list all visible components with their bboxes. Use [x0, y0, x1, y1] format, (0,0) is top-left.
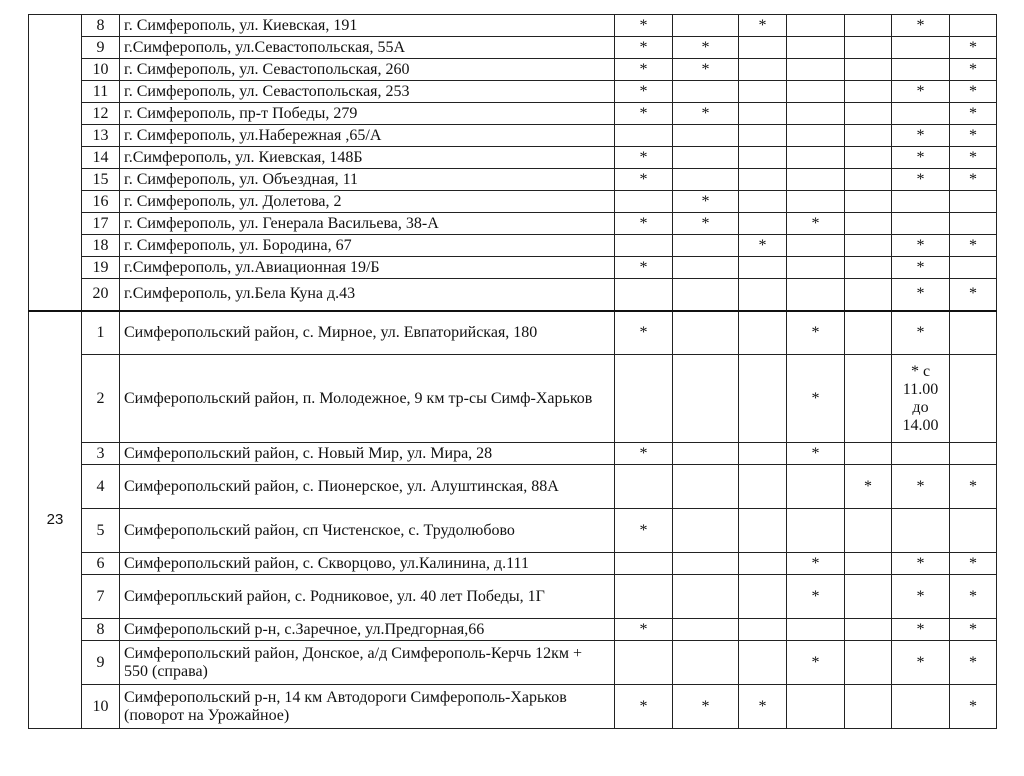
mark-cell: *: [615, 443, 673, 465]
mark-cell: *: [615, 81, 673, 103]
mark-cell: [950, 509, 997, 553]
mark-cell: *: [615, 509, 673, 553]
address-cell: Симферопольский район, с. Пионерское, ул. Алуштинская, 88А: [120, 465, 615, 509]
mark-cell: [673, 279, 739, 311]
mark-cell: *: [673, 685, 739, 729]
row-number-cell: 8: [82, 619, 120, 641]
table-row: [29, 509, 997, 553]
mark-cell: [787, 81, 845, 103]
mark-cell: *: [892, 575, 950, 619]
mark-cell: *: [673, 103, 739, 125]
mark-cell: *: [950, 279, 997, 311]
mark-cell: [950, 15, 997, 37]
mark-cell: *: [615, 257, 673, 279]
mark-cell: *: [950, 235, 997, 257]
table-row: [29, 59, 997, 81]
mark-cell: [673, 311, 739, 355]
mark-cell: [845, 213, 892, 235]
row-number-cell: 18: [82, 235, 120, 257]
mark-cell: [739, 509, 787, 553]
mark-cell: [673, 575, 739, 619]
mark-cell: [739, 37, 787, 59]
locations-table: [28, 14, 997, 729]
address-cell: г. Симферополь, ул. Объездная, 11: [120, 169, 615, 191]
mark-cell: *: [950, 575, 997, 619]
table-row: [29, 279, 997, 311]
row-number-cell: 9: [82, 641, 120, 685]
address-cell: г. Симферополь, ул. Киевская, 191: [120, 15, 615, 37]
address-cell: г.Симферополь, ул. Киевская, 148Б: [120, 147, 615, 169]
mark-cell: [615, 465, 673, 509]
mark-cell: [845, 147, 892, 169]
mark-cell: [892, 59, 950, 81]
mark-cell: [673, 509, 739, 553]
mark-cell: *: [615, 147, 673, 169]
table-row: [29, 103, 997, 125]
mark-cell: [892, 191, 950, 213]
table-row: [29, 191, 997, 213]
table-row: [29, 147, 997, 169]
mark-cell: [892, 509, 950, 553]
mark-cell: *: [950, 619, 997, 641]
table-row: [29, 465, 997, 509]
mark-cell: *: [950, 553, 997, 575]
row-number-cell: 6: [82, 553, 120, 575]
table-row: [29, 311, 997, 355]
mark-cell: [615, 191, 673, 213]
mark-cell: [673, 553, 739, 575]
mark-cell: *: [892, 169, 950, 191]
mark-cell: *: [787, 355, 845, 443]
mark-cell: [739, 279, 787, 311]
table-row: [29, 15, 997, 37]
mark-cell: [892, 213, 950, 235]
table-row: [29, 443, 997, 465]
table-row: [29, 685, 997, 729]
mark-cell: *: [787, 575, 845, 619]
mark-cell: *: [950, 465, 997, 509]
address-cell: г. Симферополь, пр-т Победы, 279: [120, 103, 615, 125]
mark-cell: [787, 465, 845, 509]
mark-cell: *: [950, 81, 997, 103]
row-number-cell: 3: [82, 443, 120, 465]
row-number-cell: 10: [82, 59, 120, 81]
table-row: [29, 257, 997, 279]
mark-cell: [615, 235, 673, 257]
mark-cell: *: [615, 213, 673, 235]
mark-cell: [892, 443, 950, 465]
mark-cell: [845, 641, 892, 685]
mark-cell: *: [787, 641, 845, 685]
mark-cell: [845, 103, 892, 125]
mark-cell: [615, 279, 673, 311]
row-number-cell: 12: [82, 103, 120, 125]
mark-cell: *: [950, 685, 997, 729]
mark-cell: [787, 59, 845, 81]
mark-cell: [673, 257, 739, 279]
mark-cell: [739, 59, 787, 81]
mark-cell: [673, 443, 739, 465]
mark-cell: *: [787, 213, 845, 235]
table-row: [29, 213, 997, 235]
mark-cell: [615, 355, 673, 443]
mark-cell: *: [892, 465, 950, 509]
mark-cell: *: [950, 125, 997, 147]
mark-cell: [950, 191, 997, 213]
mark-cell: *: [950, 37, 997, 59]
mark-cell: [739, 191, 787, 213]
mark-cell: *: [673, 191, 739, 213]
group-number-cell: [29, 15, 82, 311]
row-number-cell: 14: [82, 147, 120, 169]
row-number-cell: 4: [82, 465, 120, 509]
mark-cell: [787, 103, 845, 125]
row-number-cell: 19: [82, 257, 120, 279]
mark-cell: [673, 235, 739, 257]
address-cell: г. Симферополь, ул. Генерала Васильева, 38-А: [120, 213, 615, 235]
mark-cell: *: [950, 147, 997, 169]
address-cell: г. Симферополь, ул. Севастопольская, 260: [120, 59, 615, 81]
mark-cell: [739, 355, 787, 443]
address-cell: Симферопольский район, с. Мирное, ул. Евпаторийская, 180: [120, 311, 615, 355]
mark-cell: [787, 619, 845, 641]
mark-cell: [615, 125, 673, 147]
mark-cell: [845, 257, 892, 279]
mark-cell: *: [615, 311, 673, 355]
address-cell: Симферопольский р-н, 14 км Автодороги Симферополь-Харьков (поворот на Урожайное): [120, 685, 615, 729]
mark-cell: [845, 81, 892, 103]
mark-cell: *: [673, 59, 739, 81]
mark-cell: *: [950, 59, 997, 81]
mark-cell: [845, 509, 892, 553]
mark-cell: [673, 465, 739, 509]
mark-cell: [950, 311, 997, 355]
address-cell: г.Симферополь, ул.Авиационная 19/Б: [120, 257, 615, 279]
mark-cell: [739, 311, 787, 355]
mark-cell: [845, 169, 892, 191]
mark-cell: [739, 641, 787, 685]
mark-cell: [845, 443, 892, 465]
mark-cell: [787, 125, 845, 147]
mark-cell: [673, 125, 739, 147]
mark-cell: *: [892, 235, 950, 257]
mark-cell: *: [892, 641, 950, 685]
table-row: [29, 81, 997, 103]
mark-cell: [892, 685, 950, 729]
mark-cell: *: [892, 257, 950, 279]
mark-cell: *: [787, 443, 845, 465]
mark-cell: [950, 213, 997, 235]
mark-cell: [845, 279, 892, 311]
mark-cell: *: [673, 213, 739, 235]
mark-cell: [845, 311, 892, 355]
mark-cell: *: [739, 15, 787, 37]
mark-cell: *: [615, 37, 673, 59]
row-number-cell: 20: [82, 279, 120, 311]
mark-cell: *: [892, 81, 950, 103]
mark-cell: [787, 235, 845, 257]
mark-cell: [787, 169, 845, 191]
mark-cell: * с 11.00 до 14.00: [892, 355, 950, 443]
address-cell: г. Симферополь, ул.Набережная ,65/А: [120, 125, 615, 147]
mark-cell: [845, 37, 892, 59]
row-number-cell: 9: [82, 37, 120, 59]
mark-cell: *: [615, 169, 673, 191]
table-row: [29, 125, 997, 147]
mark-cell: *: [615, 619, 673, 641]
table-row: [29, 355, 997, 443]
mark-cell: [673, 619, 739, 641]
mark-cell: [615, 553, 673, 575]
mark-cell: *: [892, 619, 950, 641]
table-row: [29, 641, 997, 685]
mark-cell: [673, 641, 739, 685]
mark-cell: [845, 575, 892, 619]
mark-cell: [845, 235, 892, 257]
row-number-cell: 2: [82, 355, 120, 443]
mark-cell: *: [950, 103, 997, 125]
row-number-cell: 10: [82, 685, 120, 729]
row-number-cell: 1: [82, 311, 120, 355]
mark-cell: [845, 191, 892, 213]
mark-cell: [739, 147, 787, 169]
mark-cell: *: [892, 279, 950, 311]
mark-cell: [739, 443, 787, 465]
address-cell: Симферопольский район, сп Чистенское, с. Трудолюбово: [120, 509, 615, 553]
mark-cell: [615, 575, 673, 619]
mark-cell: [739, 81, 787, 103]
address-cell: Симфеpoпльский район, с. Родниковое, ул. 40 лет Победы, 1Г: [120, 575, 615, 619]
mark-cell: [739, 169, 787, 191]
group-number-cell: 23: [29, 311, 82, 729]
table-row: [29, 575, 997, 619]
mark-cell: [739, 465, 787, 509]
mark-cell: [787, 257, 845, 279]
mark-cell: *: [892, 147, 950, 169]
mark-cell: [787, 509, 845, 553]
mark-cell: *: [787, 553, 845, 575]
mark-cell: [739, 553, 787, 575]
mark-cell: [950, 355, 997, 443]
mark-cell: *: [892, 311, 950, 355]
mark-cell: *: [615, 59, 673, 81]
mark-cell: [615, 641, 673, 685]
row-number-cell: 13: [82, 125, 120, 147]
row-number-cell: 16: [82, 191, 120, 213]
row-number-cell: 11: [82, 81, 120, 103]
address-cell: Симферопольский район, п. Молодежное, 9 км тр-сы Симф-Харьков: [120, 355, 615, 443]
address-cell: г.Симферополь, ул.Севастопольская, 55А: [120, 37, 615, 59]
mark-cell: [950, 257, 997, 279]
mark-cell: [845, 59, 892, 81]
mark-cell: [787, 191, 845, 213]
mark-cell: [739, 575, 787, 619]
mark-cell: [739, 125, 787, 147]
mark-cell: [845, 685, 892, 729]
mark-cell: [845, 15, 892, 37]
mark-cell: *: [615, 685, 673, 729]
address-cell: Симферопольский район, с. Скворцово, ул.Калинина, д.111: [120, 553, 615, 575]
mark-cell: [892, 37, 950, 59]
mark-cell: [845, 355, 892, 443]
mark-cell: [673, 355, 739, 443]
address-cell: Симферопольский район, Донское, а/д Симферополь-Керчь 12км + 550 (справа): [120, 641, 615, 685]
row-number-cell: 8: [82, 15, 120, 37]
mark-cell: [787, 37, 845, 59]
mark-cell: *: [615, 103, 673, 125]
mark-cell: [845, 619, 892, 641]
mark-cell: [673, 81, 739, 103]
mark-cell: [739, 257, 787, 279]
mark-cell: [739, 103, 787, 125]
mark-cell: *: [739, 685, 787, 729]
mark-cell: [950, 443, 997, 465]
mark-cell: *: [892, 125, 950, 147]
mark-cell: [739, 213, 787, 235]
address-cell: г. Симферополь, ул. Долетова, 2: [120, 191, 615, 213]
row-number-cell: 15: [82, 169, 120, 191]
mark-cell: [673, 15, 739, 37]
mark-cell: [673, 169, 739, 191]
mark-cell: [845, 553, 892, 575]
mark-cell: [787, 15, 845, 37]
mark-cell: [845, 125, 892, 147]
row-number-cell: 5: [82, 509, 120, 553]
mark-cell: *: [787, 311, 845, 355]
row-number-cell: 17: [82, 213, 120, 235]
mark-cell: [892, 103, 950, 125]
address-cell: Симферопольский р-н, с.Заречное, ул.Предгорная,66: [120, 619, 615, 641]
mark-cell: *: [739, 235, 787, 257]
address-cell: Симферопольский район, с. Новый Мир, ул. Мира, 28: [120, 443, 615, 465]
mark-cell: [739, 619, 787, 641]
mark-cell: *: [950, 641, 997, 685]
mark-cell: [673, 147, 739, 169]
mark-cell: [787, 279, 845, 311]
mark-cell: [787, 685, 845, 729]
mark-cell: *: [892, 15, 950, 37]
mark-cell: *: [673, 37, 739, 59]
row-number-cell: 7: [82, 575, 120, 619]
address-cell: г. Симферополь, ул. Севастопольская, 253: [120, 81, 615, 103]
table-row: [29, 619, 997, 641]
table-row: [29, 37, 997, 59]
address-cell: г. Симферополь, ул. Бородина, 67: [120, 235, 615, 257]
address-cell: г.Симферополь, ул.Бела Куна д.43: [120, 279, 615, 311]
table-row: [29, 553, 997, 575]
mark-cell: [787, 147, 845, 169]
mark-cell: *: [615, 15, 673, 37]
table-row: [29, 169, 997, 191]
mark-cell: *: [892, 553, 950, 575]
mark-cell: *: [950, 169, 997, 191]
table-row: [29, 235, 997, 257]
mark-cell: *: [845, 465, 892, 509]
